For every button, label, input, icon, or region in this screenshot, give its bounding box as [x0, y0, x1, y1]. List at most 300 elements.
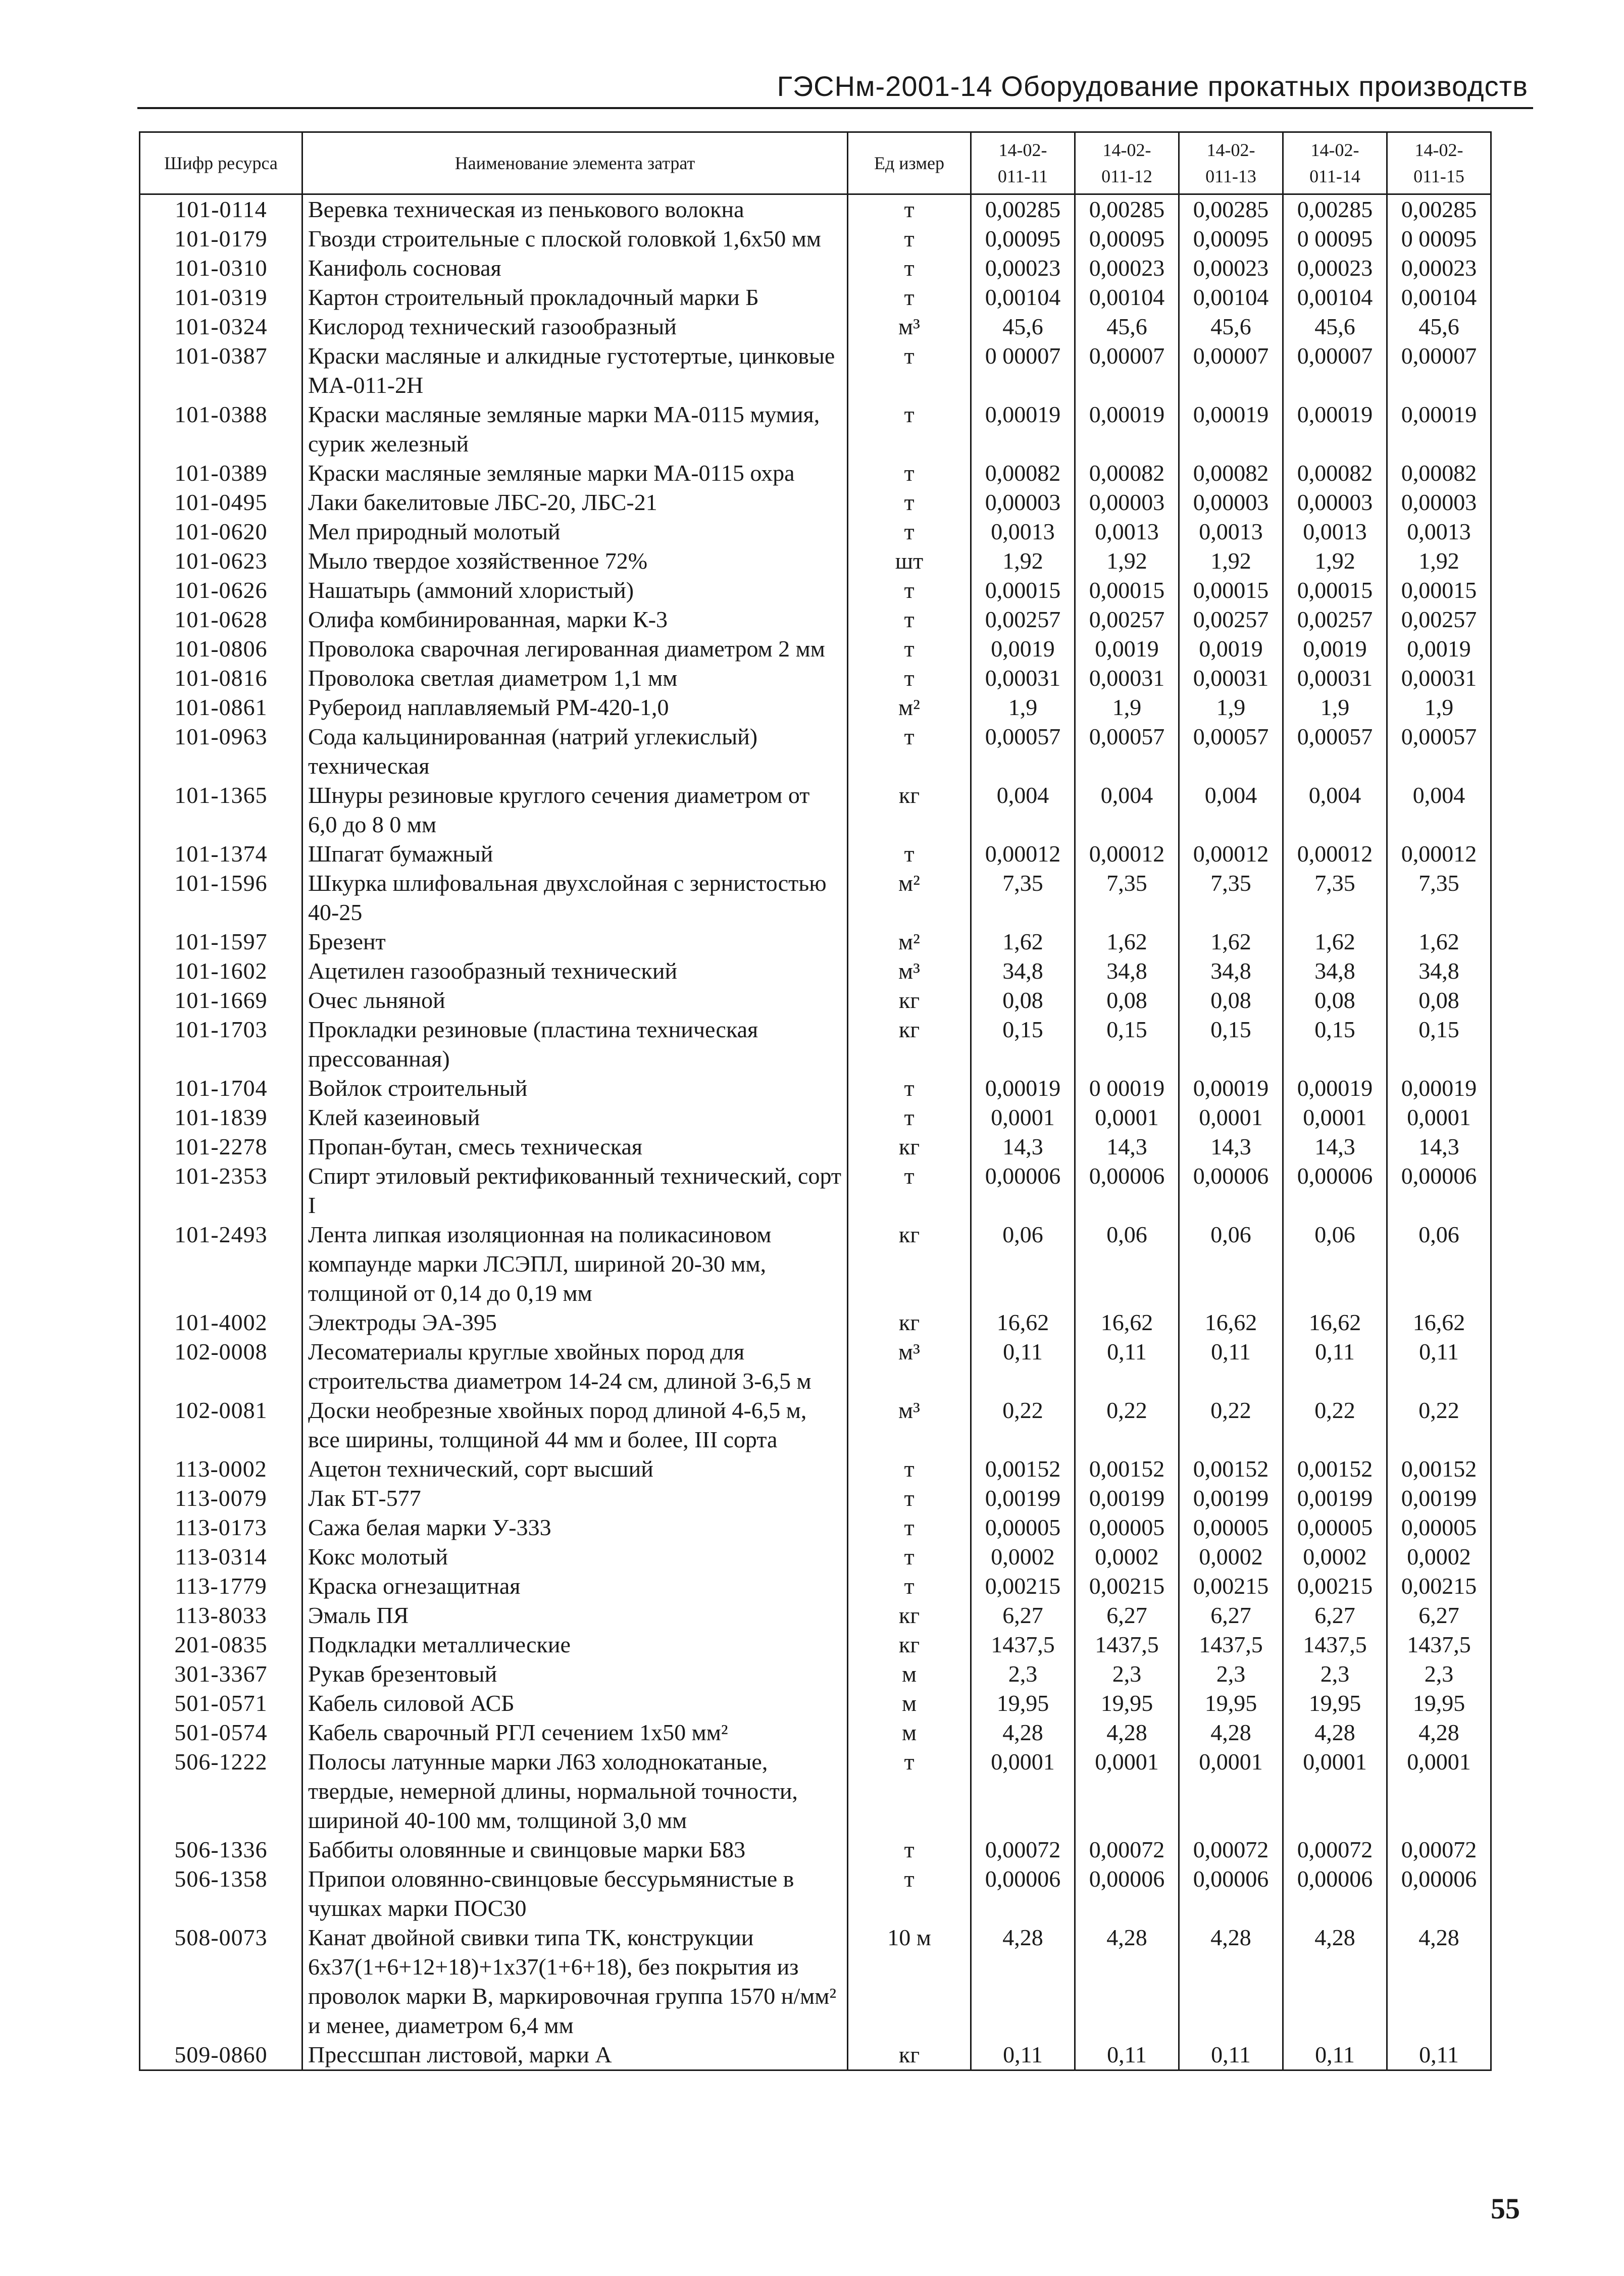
norm-value-cell: 0,00104	[971, 283, 1075, 312]
unit-cell: т	[848, 634, 971, 664]
table-row	[140, 459, 1491, 488]
norm-value-cell: 0,00023	[1075, 254, 1179, 283]
norm-value-cell: 16,62	[1179, 1308, 1283, 1337]
norm-value-cell: 0,0002	[1179, 1542, 1283, 1572]
norm-value-cell: 4,28	[1283, 1718, 1387, 1747]
norm-value-cell: 0,00104	[1387, 283, 1491, 312]
norm-value-cell: 1437,5	[971, 1630, 1075, 1659]
unit-cell: т	[848, 605, 971, 634]
resource-cost-table	[139, 131, 1492, 2071]
unit-cell: т	[848, 517, 971, 546]
norm-value-cell: 0,00031	[971, 664, 1075, 693]
norm-value-cell: 14,3	[1387, 1132, 1491, 1161]
norm-value-cell: 0 00007	[971, 341, 1075, 400]
unit-cell: т	[848, 839, 971, 869]
unit-cell: т	[848, 722, 971, 781]
norm-value-cell: 0,00007	[1075, 341, 1179, 400]
column-header-code: Шифр ресурса	[140, 132, 302, 194]
resource-name-cell: Брезент	[302, 927, 848, 956]
resource-code-cell: 113-1779	[140, 1572, 302, 1601]
norm-value-cell: 2,3	[971, 1659, 1075, 1689]
norm-value-cell: 1,9	[1283, 693, 1387, 722]
norm-value-cell: 0,00012	[1283, 839, 1387, 869]
norm-value-cell: 4,28	[1075, 1923, 1179, 2040]
norm-value-cell: 0,00257	[971, 605, 1075, 634]
table-row	[140, 1015, 1491, 1074]
norm-value-cell: 1437,5	[1179, 1630, 1283, 1659]
unit-cell: м³	[848, 1337, 971, 1396]
norm-value-cell: 0,0013	[971, 517, 1075, 546]
norm-value-cell: 0,0013	[1075, 517, 1179, 546]
norm-value-cell: 45,6	[1387, 312, 1491, 341]
norm-value-cell: 1,62	[971, 927, 1075, 956]
norm-value-cell: 0,004	[1179, 781, 1283, 839]
resource-code-cell: 509-0860	[140, 2040, 302, 2070]
norm-value-cell: 0,00199	[1179, 1484, 1283, 1513]
norm-value-cell: 0,15	[1387, 1015, 1491, 1074]
norm-code-line1: 14-02-	[1102, 140, 1151, 160]
norm-value-cell: 0,00006	[1179, 1161, 1283, 1220]
resource-name-cell: Эмаль ПЯ	[302, 1601, 848, 1630]
resource-name-cell: Прессшпан листовой, марки А	[302, 2040, 848, 2070]
unit-cell: кг	[848, 1601, 971, 1630]
unit-cell: т	[848, 1513, 971, 1542]
norm-value-cell: 6,27	[1387, 1601, 1491, 1630]
unit-cell: м	[848, 1689, 971, 1718]
resource-code-cell: 101-1365	[140, 781, 302, 839]
resource-name-cell: Пропан-бутан, смесь техническая	[302, 1132, 848, 1161]
table-row	[140, 1454, 1491, 1484]
norm-value-cell: 0,11	[1179, 2040, 1283, 2070]
norm-value-cell: 0,00031	[1179, 664, 1283, 693]
norm-value-cell: 0,00012	[1075, 839, 1179, 869]
norm-value-cell: 1,92	[1179, 546, 1283, 576]
norm-value-cell: 0,00005	[971, 1513, 1075, 1542]
norm-value-cell: 1,62	[1387, 927, 1491, 956]
norm-value-cell: 0,08	[1283, 986, 1387, 1015]
norm-value-cell: 0,15	[1283, 1015, 1387, 1074]
norm-value-cell: 0,00285	[971, 194, 1075, 225]
norm-value-cell: 0,00057	[1387, 722, 1491, 781]
norm-value-cell: 0,00015	[1283, 576, 1387, 605]
norm-value-cell: 0,00199	[1387, 1484, 1491, 1513]
norm-value-cell: 0,00215	[1179, 1572, 1283, 1601]
norm-value-cell: 4,28	[1387, 1718, 1491, 1747]
norm-value-cell: 0,11	[971, 2040, 1075, 2070]
resource-code-cell: 101-0963	[140, 722, 302, 781]
norm-value-cell: 4,28	[971, 1923, 1075, 2040]
resource-name-cell: Электроды ЭА-395	[302, 1308, 848, 1337]
resource-code-cell: 101-0628	[140, 605, 302, 634]
resource-name-cell: Очес льняной	[302, 986, 848, 1015]
unit-cell: м²	[848, 927, 971, 956]
norm-value-cell: 14,3	[1075, 1132, 1179, 1161]
norm-value-cell: 0,0001	[971, 1103, 1075, 1132]
unit-cell: м³	[848, 312, 971, 341]
norm-value-cell: 0,00215	[1387, 1572, 1491, 1601]
norm-value-cell: 0,00215	[1283, 1572, 1387, 1601]
resource-code-cell: 101-0816	[140, 664, 302, 693]
table-row	[140, 341, 1491, 400]
norm-value-cell: 7,35	[1387, 869, 1491, 927]
norm-value-cell: 0,11	[1387, 2040, 1491, 2070]
norm-value-cell: 6,27	[1075, 1601, 1179, 1630]
resource-name-cell: Канифоль сосновая	[302, 254, 848, 283]
norm-value-cell: 1,92	[1283, 546, 1387, 576]
norm-value-cell: 0,00019	[1075, 400, 1179, 459]
norm-value-cell: 0,00019	[971, 1074, 1075, 1103]
norm-value-cell: 0,0002	[1075, 1542, 1179, 1572]
norm-value-cell: 0,00006	[1387, 1161, 1491, 1220]
norm-value-cell: 0,00082	[971, 459, 1075, 488]
norm-value-cell: 0,00072	[971, 1835, 1075, 1864]
norm-value-cell: 1,92	[1075, 546, 1179, 576]
norm-value-cell: 0,15	[1075, 1015, 1179, 1074]
norm-value-cell: 0,0001	[1179, 1103, 1283, 1132]
table-row	[140, 693, 1491, 722]
norm-value-cell: 0,00285	[1075, 194, 1179, 225]
norm-value-cell: 0,0019	[971, 634, 1075, 664]
norm-value-cell: 0,00104	[1179, 283, 1283, 312]
norm-value-cell: 0,00019	[1387, 1074, 1491, 1103]
norm-value-cell: 1,9	[1387, 693, 1491, 722]
resource-code-cell: 101-0861	[140, 693, 302, 722]
norm-value-cell: 0,00285	[1283, 194, 1387, 225]
resource-code-cell: 501-0571	[140, 1689, 302, 1718]
unit-cell: кг	[848, 1630, 971, 1659]
norm-value-cell: 0,00257	[1075, 605, 1179, 634]
unit-cell: т	[848, 283, 971, 312]
unit-cell: м²	[848, 869, 971, 927]
table-row	[140, 1572, 1491, 1601]
table-row	[140, 1308, 1491, 1337]
norm-value-cell: 0,0001	[971, 1747, 1075, 1835]
norm-code-line1: 14-02-	[998, 140, 1047, 160]
norm-value-cell: 0,00005	[1387, 1513, 1491, 1542]
resource-name-cell: Припои оловянно-свинцовые бессурьмянистые в чушках марки ПОС30	[302, 1864, 848, 1923]
table-row	[140, 1747, 1491, 1835]
table-row	[140, 1601, 1491, 1630]
unit-cell: кг	[848, 1220, 971, 1308]
norm-value-cell: 7,35	[1075, 869, 1179, 927]
norm-value-cell: 1437,5	[1075, 1630, 1179, 1659]
norm-value-cell: 0,00019	[971, 400, 1075, 459]
norm-value-cell: 0,0013	[1283, 517, 1387, 546]
norm-value-cell: 0,00023	[1179, 254, 1283, 283]
resource-code-cell: 101-0114	[140, 194, 302, 225]
resource-name-cell: Шнуры резиновые круглого сечения диаметром от 6,0 до 8 0 мм	[302, 781, 848, 839]
resource-name-cell: Кабель сварочный РГЛ сечением 1х50 мм²	[302, 1718, 848, 1747]
resource-code-cell: 101-0319	[140, 283, 302, 312]
unit-cell: т	[848, 1484, 971, 1513]
unit-cell: т	[848, 254, 971, 283]
norm-value-cell: 1437,5	[1387, 1630, 1491, 1659]
norm-value-cell: 0,00023	[1387, 254, 1491, 283]
norm-value-cell: 2,3	[1075, 1659, 1179, 1689]
norm-value-cell: 4,28	[1283, 1923, 1387, 2040]
resource-code-cell: 101-0620	[140, 517, 302, 546]
norm-value-cell: 4,28	[1179, 1923, 1283, 2040]
table-row	[140, 546, 1491, 576]
resource-code-cell: 102-0081	[140, 1396, 302, 1454]
unit-cell: т	[848, 1864, 971, 1923]
norm-value-cell: 0,004	[971, 781, 1075, 839]
resource-code-cell: 506-1336	[140, 1835, 302, 1864]
norm-value-cell: 0,00082	[1075, 459, 1179, 488]
norm-value-cell: 45,6	[1283, 312, 1387, 341]
unit-cell: м³	[848, 956, 971, 986]
table-row	[140, 634, 1491, 664]
page-number: 55	[1491, 2192, 1520, 2225]
resource-name-cell: Ацетилен газообразный технический	[302, 956, 848, 986]
table-row	[140, 1132, 1491, 1161]
column-header-norm	[1179, 132, 1283, 194]
unit-cell: м	[848, 1718, 971, 1747]
resource-code-cell: 101-0495	[140, 488, 302, 517]
table-row	[140, 1864, 1491, 1923]
norm-value-cell: 0,00057	[1283, 722, 1387, 781]
norm-value-cell: 0,00104	[1283, 283, 1387, 312]
unit-cell: т	[848, 1074, 971, 1103]
norm-value-cell: 0,00072	[1075, 1835, 1179, 1864]
norm-value-cell: 0,0001	[1283, 1103, 1387, 1132]
unit-cell: т	[848, 664, 971, 693]
norm-value-cell: 0,11	[1075, 2040, 1179, 2070]
norm-value-cell: 0,00031	[1283, 664, 1387, 693]
norm-value-cell: 16,62	[971, 1308, 1075, 1337]
norm-value-cell: 0,00012	[1179, 839, 1283, 869]
norm-value-cell: 0,00007	[1283, 341, 1387, 400]
norm-value-cell: 0,0001	[1387, 1103, 1491, 1132]
unit-cell: м²	[848, 693, 971, 722]
norm-value-cell: 0,00012	[971, 839, 1075, 869]
norm-value-cell: 1,9	[1179, 693, 1283, 722]
unit-cell: м	[848, 1659, 971, 1689]
resource-code-cell: 101-1703	[140, 1015, 302, 1074]
norm-value-cell: 0,00003	[971, 488, 1075, 517]
norm-value-cell: 0,22	[1283, 1396, 1387, 1454]
resource-name-cell: Мел природный молотый	[302, 517, 848, 546]
norm-value-cell: 0,22	[1075, 1396, 1179, 1454]
resource-name-cell: Канат двойной свивки типа ТК, конструкции 6х37(1+6+12+18)+1х37(1+6+18), без покрытия из проволок марки В, маркировочная группа 1570 н/мм² и менее, диаметром 6,4 мм	[302, 1923, 848, 2040]
resource-name-cell: Спирт этиловый ректификованный технический, сорт I	[302, 1161, 848, 1220]
resource-code-cell: 101-0623	[140, 546, 302, 576]
unit-cell: т	[848, 194, 971, 225]
unit-cell: т	[848, 1454, 971, 1484]
norm-value-cell: 1,62	[1283, 927, 1387, 956]
norm-value-cell: 0,00003	[1179, 488, 1283, 517]
resource-name-cell: Краски масляные земляные марки МА-0115 охра	[302, 459, 848, 488]
table-row	[140, 1161, 1491, 1220]
table-row	[140, 956, 1491, 986]
resource-code-cell: 113-0173	[140, 1513, 302, 1542]
resource-name-cell: Лак БТ-577	[302, 1484, 848, 1513]
table-row	[140, 517, 1491, 546]
norm-value-cell: 7,35	[1179, 869, 1283, 927]
norm-value-cell: 0,00095	[1179, 224, 1283, 254]
table-row	[140, 312, 1491, 341]
resource-name-cell: Ацетон технический, сорт высший	[302, 1454, 848, 1484]
resource-name-cell: Клей казеиновый	[302, 1103, 848, 1132]
norm-value-cell: 0,00031	[1387, 664, 1491, 693]
resource-code-cell: 113-0079	[140, 1484, 302, 1513]
norm-value-cell: 1,62	[1179, 927, 1283, 956]
norm-value-cell: 0,0013	[1387, 517, 1491, 546]
norm-value-cell: 0,00215	[971, 1572, 1075, 1601]
norm-value-cell: 16,62	[1387, 1308, 1491, 1337]
resource-name-cell: Нашатырь (аммоний хлористый)	[302, 576, 848, 605]
resource-name-cell: Сажа белая марки У-333	[302, 1513, 848, 1542]
norm-value-cell: 0,0019	[1075, 634, 1179, 664]
unit-cell: т	[848, 576, 971, 605]
resource-code-cell: 101-0310	[140, 254, 302, 283]
norm-value-cell: 14,3	[971, 1132, 1075, 1161]
table-row	[140, 576, 1491, 605]
norm-value-cell: 0,0001	[1075, 1103, 1179, 1132]
norm-value-cell: 0,00199	[971, 1484, 1075, 1513]
norm-value-cell: 0,00006	[1075, 1864, 1179, 1923]
norm-code-line2: 011-13	[1205, 166, 1256, 186]
resource-code-cell: 101-2493	[140, 1220, 302, 1308]
norm-value-cell: 0,00015	[1075, 576, 1179, 605]
resource-code-cell: 201-0835	[140, 1630, 302, 1659]
table-row	[140, 1542, 1491, 1572]
norm-value-cell: 0,00072	[1179, 1835, 1283, 1864]
resource-code-cell: 101-0324	[140, 312, 302, 341]
resource-code-cell: 113-8033	[140, 1601, 302, 1630]
norm-value-cell: 0,00152	[1387, 1454, 1491, 1484]
norm-value-cell: 0,0002	[971, 1542, 1075, 1572]
resource-name-cell: Рубероид наплавляемый РМ-420-1,0	[302, 693, 848, 722]
norm-value-cell: 0,004	[1075, 781, 1179, 839]
resource-code-cell: 101-4002	[140, 1308, 302, 1337]
norm-value-cell: 0,00019	[1387, 400, 1491, 459]
norm-value-cell: 0,00095	[1075, 224, 1179, 254]
resource-name-cell: Краски масляные и алкидные густотертые, цинковые МА-011-2Н	[302, 341, 848, 400]
norm-value-cell: 0,00007	[1179, 341, 1283, 400]
norm-value-cell: 0,08	[971, 986, 1075, 1015]
norm-value-cell: 0,00072	[1283, 1835, 1387, 1864]
column-header-norm	[1387, 132, 1491, 194]
norm-value-cell: 0,00019	[1283, 1074, 1387, 1103]
resource-name-cell: Подкладки металлические	[302, 1630, 848, 1659]
table-row	[140, 986, 1491, 1015]
norm-value-cell: 19,95	[971, 1689, 1075, 1718]
resource-name-cell: Кокс молотый	[302, 1542, 848, 1572]
norm-value-cell: 0,0019	[1387, 634, 1491, 664]
resource-code-cell: 101-1602	[140, 956, 302, 986]
table-row	[140, 488, 1491, 517]
norm-value-cell: 0,00199	[1283, 1484, 1387, 1513]
unit-cell: кг	[848, 1015, 971, 1074]
norm-value-cell: 0,00006	[1179, 1864, 1283, 1923]
table-row	[140, 224, 1491, 254]
norm-value-cell: 0,00104	[1075, 283, 1179, 312]
norm-value-cell: 0,00072	[1387, 1835, 1491, 1864]
norm-value-cell: 0,00006	[971, 1864, 1075, 1923]
column-header-norm	[1075, 132, 1179, 194]
resource-code-cell: 113-0314	[140, 1542, 302, 1572]
resource-name-cell: Лента липкая изоляционная на поликасиновом компаунде марки ЛСЭПЛ, шириной 20-30 мм, толщиной от 0,14 до 0,19 мм	[302, 1220, 848, 1308]
norm-value-cell: 0,00257	[1283, 605, 1387, 634]
norm-value-cell: 0,0001	[1387, 1747, 1491, 1835]
norm-value-cell: 0,00015	[1387, 576, 1491, 605]
norm-value-cell: 0,00152	[971, 1454, 1075, 1484]
table-row	[140, 1396, 1491, 1454]
resource-code-cell: 101-0806	[140, 634, 302, 664]
norm-value-cell: 0,08	[1387, 986, 1491, 1015]
norm-value-cell: 0,00152	[1283, 1454, 1387, 1484]
norm-value-cell: 0,06	[1283, 1220, 1387, 1308]
unit-cell: 10 м	[848, 1923, 971, 2040]
norm-value-cell: 0,00015	[971, 576, 1075, 605]
norm-value-cell: 6,27	[1283, 1601, 1387, 1630]
norm-value-cell: 0,00285	[1387, 194, 1491, 225]
resource-code-cell: 101-1704	[140, 1074, 302, 1103]
table-row	[140, 605, 1491, 634]
norm-value-cell: 1,9	[971, 693, 1075, 722]
resource-name-cell: Полосы латунные марки Л63 холоднокатаные, твердые, немерной длины, нормальной точности, шириной 40-100 мм, толщиной 3,0 мм	[302, 1747, 848, 1835]
resource-name-cell: Краски масляные земляные марки МА-0115 мумия, сурик железный	[302, 400, 848, 459]
unit-cell: кг	[848, 781, 971, 839]
norm-value-cell: 1,92	[1387, 546, 1491, 576]
norm-value-cell: 45,6	[971, 312, 1075, 341]
norm-code-line2: 011-14	[1309, 166, 1360, 186]
norm-value-cell: 2,3	[1179, 1659, 1283, 1689]
norm-value-cell: 0,00057	[1075, 722, 1179, 781]
table-row	[140, 1923, 1491, 2040]
unit-cell: кг	[848, 1132, 971, 1161]
unit-cell: т	[848, 488, 971, 517]
norm-value-cell: 0,00005	[1075, 1513, 1179, 1542]
norm-value-cell: 0,00003	[1283, 488, 1387, 517]
resource-name-cell: Войлок строительный	[302, 1074, 848, 1103]
norm-value-cell: 0,22	[1387, 1396, 1491, 1454]
norm-value-cell: 4,28	[971, 1718, 1075, 1747]
table-row	[140, 1074, 1491, 1103]
unit-cell: т	[848, 1103, 971, 1132]
norm-value-cell: 0,00006	[1075, 1161, 1179, 1220]
resource-code-cell: 508-0073	[140, 1923, 302, 2040]
norm-value-cell: 0 00019	[1075, 1074, 1179, 1103]
norm-value-cell: 0,11	[1283, 2040, 1387, 2070]
norm-value-cell: 0,00006	[1387, 1864, 1491, 1923]
norm-value-cell: 0,0019	[1179, 634, 1283, 664]
column-header-norm	[1283, 132, 1387, 194]
table-row	[140, 2040, 1491, 2070]
table-row	[140, 1630, 1491, 1659]
table-row	[140, 194, 1491, 225]
norm-value-cell: 0,06	[1075, 1220, 1179, 1308]
resource-code-cell: 101-1669	[140, 986, 302, 1015]
norm-value-cell: 0,0019	[1283, 634, 1387, 664]
resource-code-cell: 101-1596	[140, 869, 302, 927]
norm-value-cell: 0,00006	[971, 1161, 1075, 1220]
norm-value-cell: 0,00005	[1283, 1513, 1387, 1542]
resource-name-cell: Проволока светлая диаметром 1,1 мм	[302, 664, 848, 693]
table-row	[140, 1484, 1491, 1513]
norm-value-cell: 0,11	[1283, 1337, 1387, 1396]
resource-code-cell: 501-0574	[140, 1718, 302, 1747]
resource-code-cell: 506-1358	[140, 1864, 302, 1923]
norm-value-cell: 0,06	[971, 1220, 1075, 1308]
norm-value-cell: 0,00023	[1283, 254, 1387, 283]
unit-cell: т	[848, 1572, 971, 1601]
norm-value-cell: 0,00005	[1179, 1513, 1283, 1542]
norm-value-cell: 1,62	[1075, 927, 1179, 956]
norm-value-cell: 16,62	[1283, 1308, 1387, 1337]
table-row	[140, 722, 1491, 781]
